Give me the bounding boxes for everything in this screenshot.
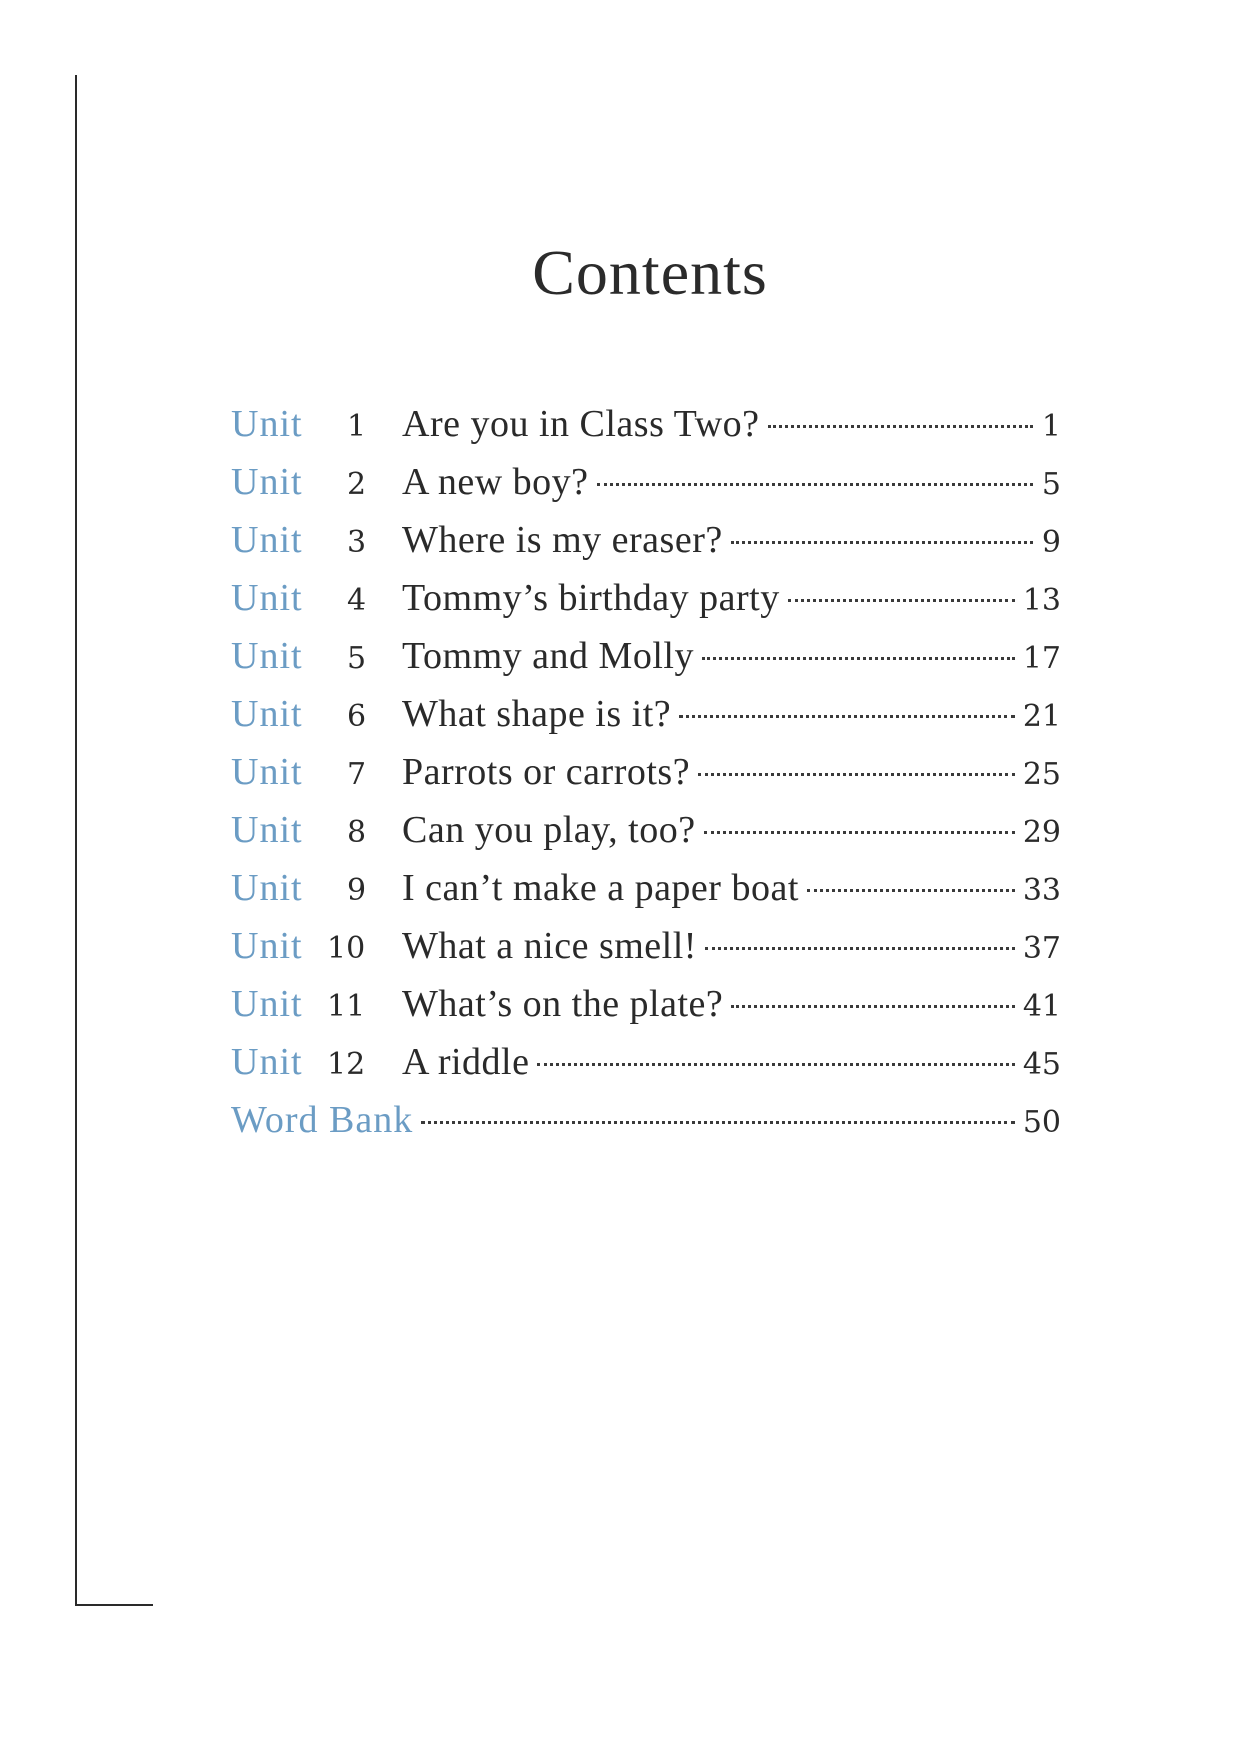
dot-leader bbox=[704, 831, 1015, 834]
toc-entry-unit-12[interactable] bbox=[231, 1040, 1061, 1098]
table-of-contents bbox=[231, 402, 1061, 1156]
margin-rule-horizontal bbox=[75, 1604, 153, 1606]
unit-number: 4 bbox=[347, 583, 367, 618]
entry-title: Are you in Class Two? bbox=[402, 403, 760, 445]
unit-number: 7 bbox=[347, 757, 367, 792]
page-number: 9 bbox=[1041, 525, 1061, 560]
entry-title: Tommy’s birthday party bbox=[402, 577, 780, 619]
unit-label: Unit bbox=[231, 519, 303, 561]
unit-number: 2 bbox=[347, 467, 367, 502]
unit-label: Unit bbox=[231, 867, 303, 909]
page-number: 45 bbox=[1022, 1047, 1061, 1082]
toc-entry-unit-8[interactable] bbox=[231, 808, 1061, 866]
dot-leader bbox=[731, 541, 1033, 544]
dot-leader bbox=[698, 773, 1015, 776]
entry-title: What a nice smell! bbox=[402, 925, 697, 967]
unit-label: Unit bbox=[231, 635, 303, 677]
unit-label: Unit bbox=[231, 925, 303, 967]
toc-entry-unit-3[interactable] bbox=[231, 518, 1061, 576]
toc-entry-unit-1[interactable] bbox=[231, 402, 1061, 460]
entry-title: Tommy and Molly bbox=[402, 635, 694, 677]
unit-label: Unit bbox=[231, 693, 303, 735]
unit-number: 6 bbox=[347, 699, 367, 734]
page-number: 29 bbox=[1022, 815, 1061, 850]
unit-label: Unit bbox=[231, 983, 303, 1025]
unit-number: 10 bbox=[327, 931, 366, 966]
page-number: 50 bbox=[1022, 1105, 1061, 1140]
toc-entry-unit-5[interactable] bbox=[231, 634, 1061, 692]
unit-label: Unit bbox=[231, 403, 303, 445]
dot-leader bbox=[788, 599, 1015, 602]
word-bank-label: Word Bank bbox=[231, 1099, 414, 1141]
page-number: 33 bbox=[1022, 873, 1061, 908]
entry-title: A riddle bbox=[402, 1041, 530, 1083]
entry-title: What shape is it? bbox=[402, 693, 672, 735]
dot-leader bbox=[597, 483, 1033, 486]
toc-entry-unit-9[interactable] bbox=[231, 866, 1061, 924]
dot-leader bbox=[702, 657, 1015, 660]
dot-leader bbox=[705, 947, 1015, 950]
toc-entry-unit-7[interactable] bbox=[231, 750, 1061, 808]
toc-entry-word-bank[interactable] bbox=[231, 1098, 1061, 1156]
toc-entry-unit-2[interactable] bbox=[231, 460, 1061, 518]
unit-label: Unit bbox=[231, 751, 303, 793]
entry-title: Where is my eraser? bbox=[402, 519, 723, 561]
unit-number: 12 bbox=[327, 1047, 366, 1082]
dot-leader bbox=[679, 715, 1015, 718]
toc-entry-unit-6[interactable] bbox=[231, 692, 1061, 750]
unit-label: Unit bbox=[231, 809, 303, 851]
page-number: 37 bbox=[1022, 931, 1061, 966]
unit-number: 5 bbox=[347, 641, 367, 676]
entry-title: I can’t make a paper boat bbox=[402, 867, 799, 909]
toc-entry-unit-10[interactable] bbox=[231, 924, 1061, 982]
entry-title: Parrots or carrots? bbox=[402, 751, 691, 793]
entry-title: Can you play, too? bbox=[402, 809, 696, 851]
entry-title: A new boy? bbox=[402, 461, 589, 503]
page-title: Contents bbox=[532, 237, 768, 308]
unit-number: 1 bbox=[347, 409, 367, 444]
page-number: 5 bbox=[1041, 467, 1061, 502]
page-number: 41 bbox=[1022, 989, 1061, 1024]
dot-leader bbox=[537, 1063, 1014, 1066]
unit-number: 3 bbox=[347, 525, 367, 560]
page-number: 21 bbox=[1022, 699, 1061, 734]
entry-title: What’s on the plate? bbox=[402, 983, 724, 1025]
page-number: 1 bbox=[1041, 409, 1061, 444]
page-number: 17 bbox=[1022, 641, 1061, 676]
dot-leader bbox=[421, 1121, 1015, 1124]
toc-entry-unit-4[interactable] bbox=[231, 576, 1061, 634]
toc-entry-unit-11[interactable] bbox=[231, 982, 1061, 1040]
unit-label: Unit bbox=[231, 577, 303, 619]
unit-number: 8 bbox=[347, 815, 367, 850]
dot-leader bbox=[731, 1005, 1015, 1008]
dot-leader bbox=[807, 889, 1015, 892]
unit-number: 9 bbox=[347, 873, 367, 908]
unit-label: Unit bbox=[231, 1041, 303, 1083]
unit-number: 11 bbox=[327, 989, 366, 1024]
dot-leader bbox=[768, 425, 1033, 428]
page-number: 13 bbox=[1022, 583, 1061, 618]
unit-label: Unit bbox=[231, 461, 303, 503]
page-number: 25 bbox=[1022, 757, 1061, 792]
